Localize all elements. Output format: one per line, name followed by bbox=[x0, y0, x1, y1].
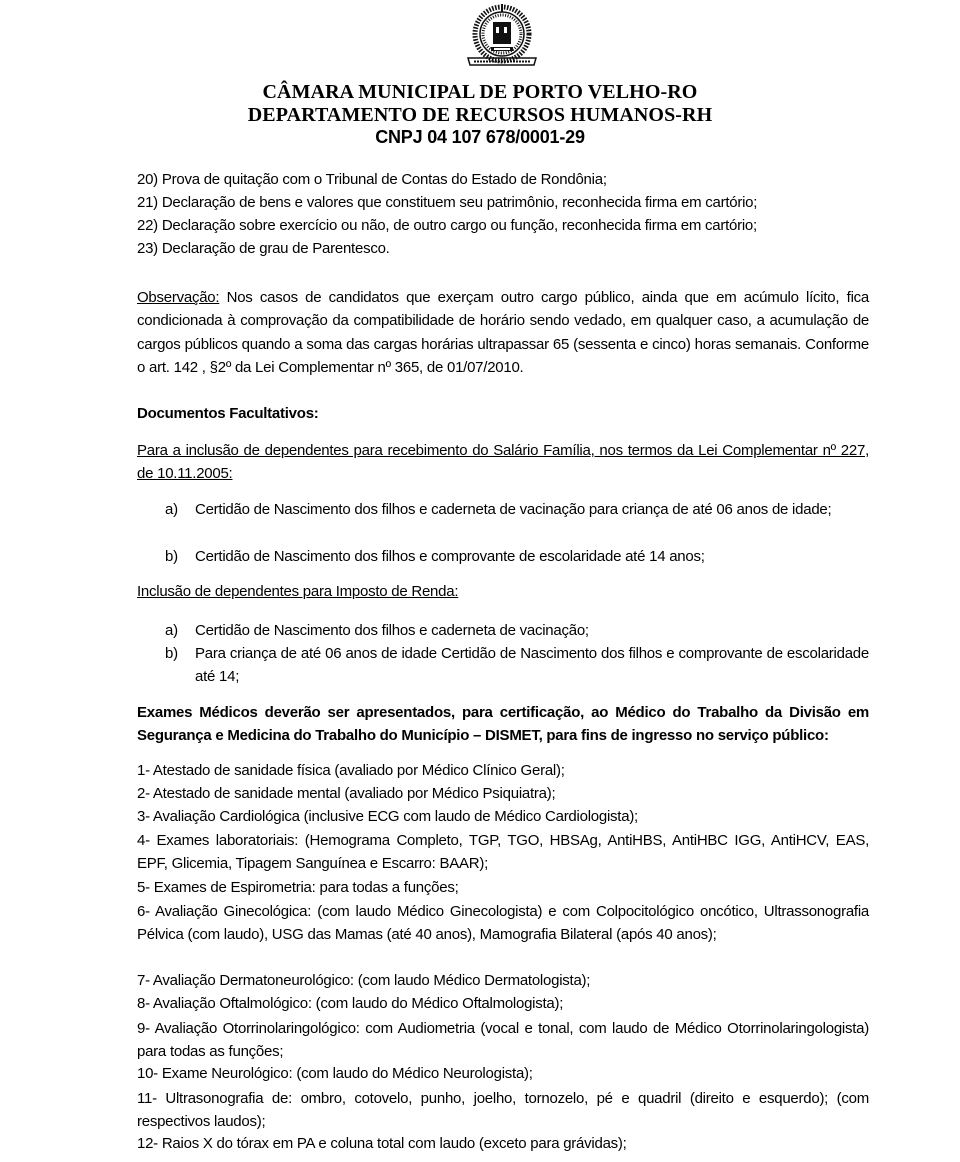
list-item: 22) Declaração sobre exercício ou não, de outro cargo ou função, reconhecida firma em cartório; bbox=[137, 217, 757, 234]
list-item: 23) Declaração de grau de Parentesco. bbox=[137, 240, 390, 257]
list-item: 5- Exames de Espirometria: para todas a funções; bbox=[137, 879, 459, 896]
section-heading-medical-exams: Exames Médicos deverão ser apresentados, para certificação, ao Médico do Trabalho da Divisão em Segurança e Medicina do Trabalho do Município – DISMET, para fins de ingresso no serviço público: bbox=[137, 704, 869, 745]
list-item bbox=[165, 619, 869, 642]
header-department-name: DEPARTAMENTO DE RECURSOS HUMANOS-RH bbox=[247, 104, 713, 126]
observation-text: Nos casos de candidatos que exerçam outro cargo público, ainda que em acúmulo lícito, fica condicionada à comprovação da compatibilidade de horário sendo vedado, em qualquer caso, a acumulação de cargos públicos quando a soma das cargas horárias ultrapassar 65 (sessenta e cinco) horas semanais. Conforme o art. 142 , §2º da Lei Complementar nº 365, de 01/07/2010. bbox=[137, 289, 869, 377]
list-item bbox=[165, 545, 869, 568]
list-marker: b) bbox=[165, 548, 178, 565]
list-item bbox=[165, 642, 869, 689]
header-institution-name: CÂMARA MUNICIPAL DE PORTO VELHO-RO bbox=[262, 81, 698, 103]
list-item-text: Para criança de até 06 anos de idade Certidão de Nascimento dos filhos e comprovante de escolaridade até 14; bbox=[195, 645, 869, 686]
list-item-text: Certidão de Nascimento dos filhos e caderneta de vacinação para criança de até 06 anos de idade; bbox=[195, 501, 832, 518]
section-heading-optional-documents: Documentos Facultativos: bbox=[137, 405, 319, 422]
list-item: 8- Avaliação Oftalmológico: (com laudo do Médico Oftalmologista); bbox=[137, 995, 564, 1012]
list-item bbox=[165, 498, 869, 521]
list-item: 7- Avaliação Dermatoneurológico: (com laudo Médico Dermatologista); bbox=[137, 972, 591, 989]
list-item: 2- Atestado de sanidade mental (avaliado por Médico Psiquiatra); bbox=[137, 785, 556, 802]
header-cnpj: CNPJ 04 107 678/0001-29 bbox=[375, 127, 585, 147]
list-marker: a) bbox=[165, 501, 178, 518]
list-marker: b) bbox=[165, 645, 178, 662]
list-item: 11- Ultrasonografia de: ombro, cotovelo, punho, joelho, tornozelo, pé e quadril (direito e esquerdo); (com respectivos laudos); bbox=[137, 1090, 869, 1131]
observation-paragraph bbox=[137, 286, 869, 380]
list-item: 4- Exames laboratoriais: (Hemograma Completo, TGP, TGO, HBSAg, AntiHBS, AntiHBC IGG, AntiHCV, EAS, EPF, Glicemia, Tipagem Sanguínea e Escarro: BAAR); bbox=[137, 832, 869, 873]
observation-label: Observação: bbox=[137, 289, 220, 306]
list-item: 6- Avaliação Ginecológica: (com laudo Médico Ginecologista) e com Colpocitológico oncótico, Ultrassonografia Pélvica (com laudo), USG das Mamas (até 40 anos), Mamografia Bilateral (após 40 anos); bbox=[137, 903, 869, 944]
list-item: 1- Atestado de sanidade física (avaliado por Médico Clínico Geral); bbox=[137, 762, 565, 779]
list-item: 10- Exame Neurológico: (com laudo do Médico Neurologista); bbox=[137, 1065, 533, 1082]
subsection-heading-salario-familia: Para a inclusão de dependentes para recebimento do Salário Família, nos termos da Lei Complementar nº 227, de 10.11.2005: bbox=[137, 442, 869, 483]
list-marker: a) bbox=[165, 622, 178, 639]
list-item-text: Certidão de Nascimento dos filhos e comprovante de escolaridade até 14 anos; bbox=[195, 548, 705, 565]
list-item: 3- Avaliação Cardiológica (inclusive ECG com laudo de Médico Cardiologista); bbox=[137, 808, 638, 825]
subsection-heading-imposto-renda: Inclusão de dependentes para Imposto de Renda: bbox=[137, 583, 459, 600]
list-item: 12- Raios X do tórax em PA e coluna total com laudo (exceto para grávidas); bbox=[137, 1135, 627, 1152]
list-item: 9- Avaliação Otorrinolaringológico: com Audiometria (vocal e tonal, com laudo de Médico Otorrinolaringologista) para todas as funções; bbox=[137, 1020, 869, 1061]
municipal-seal-icon bbox=[464, 2, 540, 72]
list-item: 21) Declaração de bens e valores que constituem seu patrimônio, reconhecida firma em cartório; bbox=[137, 194, 758, 211]
list-item: 20) Prova de quitação com o Tribunal de Contas do Estado de Rondônia; bbox=[137, 171, 607, 188]
list-item-text: Certidão de Nascimento dos filhos e caderneta de vacinação; bbox=[195, 622, 589, 639]
